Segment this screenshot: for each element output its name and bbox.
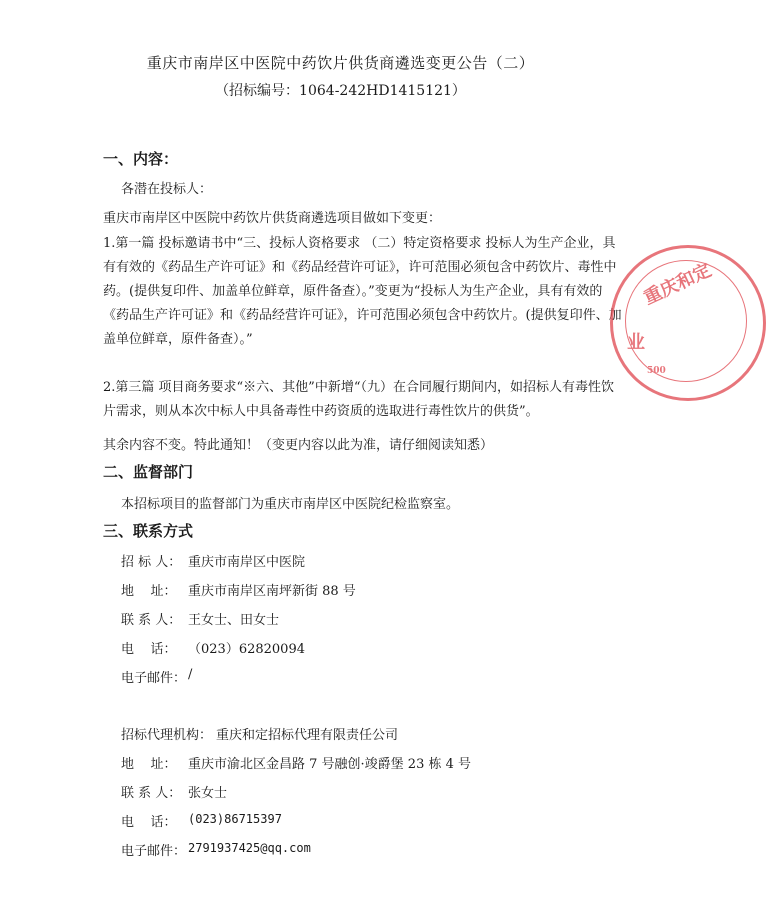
tenderer-address-label: 地 址： xyxy=(121,584,177,599)
agency-email-label: 电子邮件： xyxy=(121,844,187,859)
section-supervision-heading: 二、监督部门 xyxy=(103,463,194,481)
agency-name: 重庆和定招标代理有限责任公司 xyxy=(216,728,399,743)
change-item-1: 1.第一篇 投标邀请书中“三、投标人资格要求 （二）特定资格要求 投标人为生产企业，具有有效的《药品生产许可证》和《药品经营许可证》，许可范围必须包含中药饮片、毒性中药。(提供复印件、加盖单位鲜章，原件备查）。”变更为“投标人为生产企业，具有有效的《药品生产许可证》和《药品经营许可证》，许可范围必须包含中药饮片。(提供复印件、加盖单位鲜章，原件备查）。” xyxy=(103,236,622,347)
seal-text-bottom: 500 xyxy=(647,366,666,376)
tenderer-phone-label: 电 话： xyxy=(121,642,177,657)
agency-person: 张女士 xyxy=(188,786,228,801)
section-contact-heading: 三、联系方式 xyxy=(103,522,194,540)
seal-text-top: 重庆和定 xyxy=(640,259,715,310)
agency-address-label: 地 址： xyxy=(121,757,177,772)
agency-phone-label: 电 话： xyxy=(121,815,177,830)
section-content-heading: 一、内容： xyxy=(103,150,179,168)
tenderer-phone: （023）62820094 xyxy=(188,642,305,657)
tenderer-person: 王女士、田女士 xyxy=(188,613,280,628)
tenderer-email-label: 电子邮件： xyxy=(121,671,187,686)
agency-email[interactable]: 2791937425@qq.com xyxy=(188,841,311,855)
tenderer-person-label: 联 系 人： xyxy=(121,613,182,628)
greeting-text: 各潜在投标人： xyxy=(121,182,213,197)
agency-person-label: 联 系 人： xyxy=(121,786,182,801)
change-item-2: 2.第三篇 项目商务要求“※六、其他”中新增“（九）在合同履行期间内，如招标人有毒性饮片需求，则从本次中标人中具备毒性中药资质的选取进行毒性饮片的供货”。 xyxy=(103,380,614,419)
agency-phone: (023)86715397 xyxy=(188,812,282,826)
tenderer-name-label: 招 标 人： xyxy=(121,555,182,570)
tenderer-address: 重庆市南岸区南坪新街 88 号 xyxy=(188,584,356,599)
supervision-text: 本招标项目的监督部门为重庆市南岸区中医院纪检监察室。 xyxy=(121,497,460,512)
document-subtitle: （招标编号：1064-242HD1415121） xyxy=(215,83,466,99)
intro-text: 重庆市南岸区中医院中药饮片供货商遴选项目做如下变更： xyxy=(103,211,442,226)
official-seal xyxy=(610,245,766,401)
tenderer-name: 重庆市南岸区中医院 xyxy=(188,555,306,570)
seal-text-left: 业 xyxy=(627,332,645,353)
document-title: 重庆市南岸区中医院中药饮片供货商遴选变更公告（二） xyxy=(146,54,535,72)
closing-text: 其余内容不变。特此通知！（变更内容以此为准，请仔细阅读知悉） xyxy=(103,438,494,453)
tenderer-email[interactable]: / xyxy=(188,667,193,682)
agency-name-label: 招标代理机构： xyxy=(121,728,213,743)
agency-address: 重庆市渝北区金昌路 7 号融创·竣爵堡 23 栋 4 号 xyxy=(188,757,472,772)
